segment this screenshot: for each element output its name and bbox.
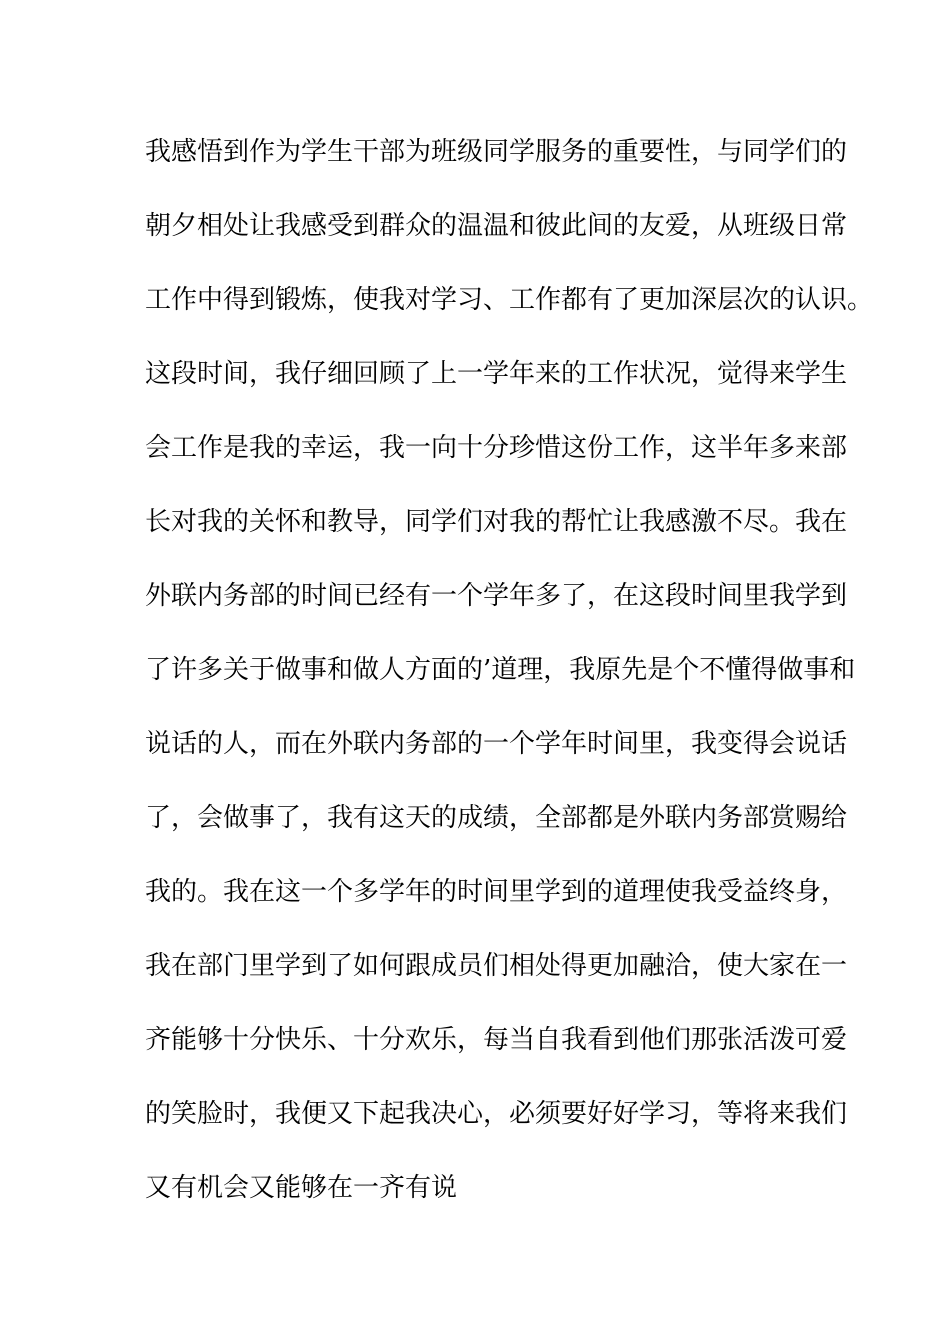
text-line: 说话的人，而在外联内务部的一个学年时间里，我变得会说话: [145, 729, 848, 759]
text-line: 了许多关于做事和做人方面的’道理，我原先是个不懂得做事和: [145, 655, 856, 685]
body-text: [145, 130, 874, 1240]
text-line: 我在部门里学到了如何跟成员们相处得更加融洽，使大家在一: [145, 951, 848, 981]
text-line: 我的。我在这一个多学年的时间里学到的道理使我受益终身，: [145, 877, 848, 907]
text-line: 的笑脸时，我便又下起我决心，必须要好好学习，等将来我们: [145, 1099, 848, 1129]
text-line: 朝夕相处让我感受到群众的温温和彼此间的友爱，从班级日常: [145, 211, 848, 241]
text-line: 又有机会又能够在一齐有说: [145, 1173, 458, 1203]
text-line: 这段时间，我仔细回顾了上一学年来的工作状况，觉得来学生: [145, 359, 848, 389]
text-line: 长对我的关怀和教导，同学们对我的帮忙让我感激不尽。我在: [145, 507, 848, 537]
text-line: 齐能够十分快乐、十分欢乐，每当自我看到他们那张活泼可爱: [145, 1025, 848, 1055]
text-line: 会工作是我的幸运，我一向十分珍惜这份工作，这半年多来部: [145, 433, 848, 463]
text-line: 工作中得到锻炼，使我对学习、工作都有了更加深层次的认识。: [145, 285, 874, 315]
text-line: 我感悟到作为学生干部为班级同学服务的重要性，与同学们的: [145, 137, 848, 167]
text-line: 了，会做事了，我有这天的成绩，全部都是外联内务部赏赐给: [145, 803, 848, 833]
text-line: 外联内务部的时间已经有一个学年多了，在这段时间里我学到: [145, 581, 848, 611]
